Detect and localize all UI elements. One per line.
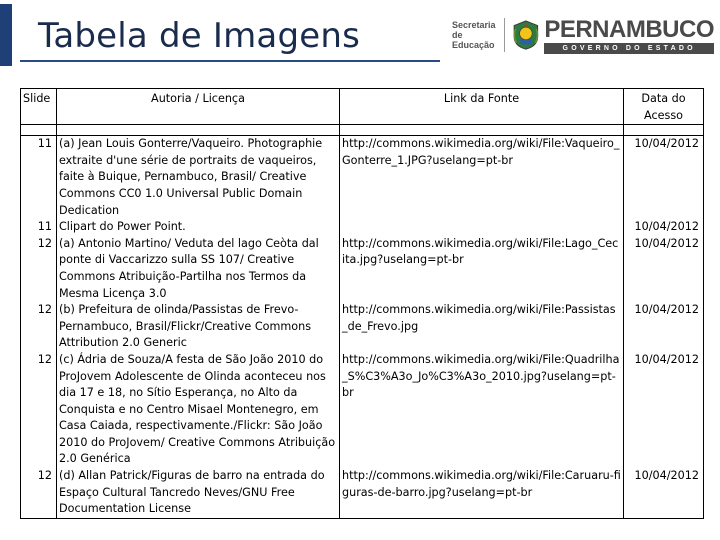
logo-divider [504,18,505,52]
secretaria-line1: Secretaria de [452,20,496,40]
state-name: PERNAMBUCO [544,15,714,43]
date-cell: 10/04/2012 [624,302,704,352]
link-cell[interactable]: http://commons.wikimedia.org/wiki/File:Caruaru-figuras-de-barro.jpg?uselang=pt-br [340,468,624,518]
spacer-cell [57,125,340,136]
author-cell: (a) Jean Louis Gonterre/Vaqueiro. Photographie extraite d'une série de portraits de vaqueiros, faite à Buique, Pernambuco, Brasil/ Creative Commons CC0 1.0 Universal Public Domain Dedication [57,136,340,219]
column-header-link: Link da Fonte [340,89,624,125]
image-credits-table [20,88,704,519]
table-row [21,136,704,219]
author-cell: (c) Ádria de Souza/A festa de São João 2010 do ProJovem Adolescente de Olinda aconteceu nos dia 17 e 18, no Sítio Esperança, no Alto da Conquista e no Centro Misael Montenegro, em Casa Caiada, respectivamente./Flickr: São João 2010 do ProJovem/ Creative Commons Atribuição 2.0 Genérica [57,352,340,468]
header-accent-bar [0,4,12,66]
column-header-author: Autoria / Licença [57,89,340,125]
table-row [21,468,704,518]
date-cell: 10/04/2012 [624,219,704,236]
table-row [21,236,704,302]
slide-cell: 12 [21,468,57,518]
date-cell: 10/04/2012 [624,136,704,219]
spacer-cell [340,125,624,136]
secretaria-label [452,20,504,50]
table-row [21,352,704,468]
state-wordmark [544,17,714,54]
state-crest-icon [511,15,541,55]
table-spacer-row [21,125,704,136]
state-subtitle: GOVERNO DO ESTADO [544,43,714,54]
column-header-date: Data do Acesso [624,89,704,125]
slide-cell: 12 [21,236,57,302]
title-underline [20,60,440,62]
author-cell: (a) Antonio Martino/ Veduta del lago Ceòta dal ponte di Vaccarizzo sulla SS 107/ Creative Commons Atribuição-Partilha nos Termos da Mesma Licença 3.0 [57,236,340,302]
slide-cell: 12 [21,352,57,468]
date-cell: 10/04/2012 [624,236,704,302]
page-title: Tabela de Imagens [38,16,361,56]
table-row [21,302,704,352]
link-cell[interactable]: http://commons.wikimedia.org/wiki/File:Vaqueiro_Gonterre_1.JPG?uselang=pt-br [340,136,624,219]
link-cell[interactable]: http://commons.wikimedia.org/wiki/File:Passistas_de_Frevo.jpg [340,302,624,352]
date-cell: 10/04/2012 [624,468,704,518]
table-row [21,219,704,236]
date-cell: 10/04/2012 [624,352,704,468]
slide-header [0,0,720,82]
author-cell: (b) Prefeitura de olinda/Passistas de Frevo-Pernambuco, Brasil/Flickr/Creative Commons Attribution 2.0 Generic [57,302,340,352]
slide-cell: 11 [21,136,57,219]
secretaria-line2: Educação [452,40,495,50]
spacer-cell [624,125,704,136]
government-logo [452,10,714,60]
link-cell[interactable]: http://commons.wikimedia.org/wiki/File:Lago_Cecita.jpg?uselang=pt-br [340,236,624,302]
slide-cell: 11 [21,219,57,236]
table-header-row [21,89,704,125]
link-cell[interactable]: http://commons.wikimedia.org/wiki/File:Quadrilha_S%C3%A3o_Jo%C3%A3o_2010.jpg?uselang=pt-br [340,352,624,468]
author-cell: (d) Allan Patrick/Figuras de barro na entrada do Espaço Cultural Tancredo Neves/GNU Free Documentation License [57,468,340,518]
slide-cell: 12 [21,302,57,352]
link-cell [340,219,624,236]
column-header-slide: Slide [21,89,57,125]
spacer-cell [21,125,57,136]
author-cell: Clipart do Power Point. [57,219,340,236]
